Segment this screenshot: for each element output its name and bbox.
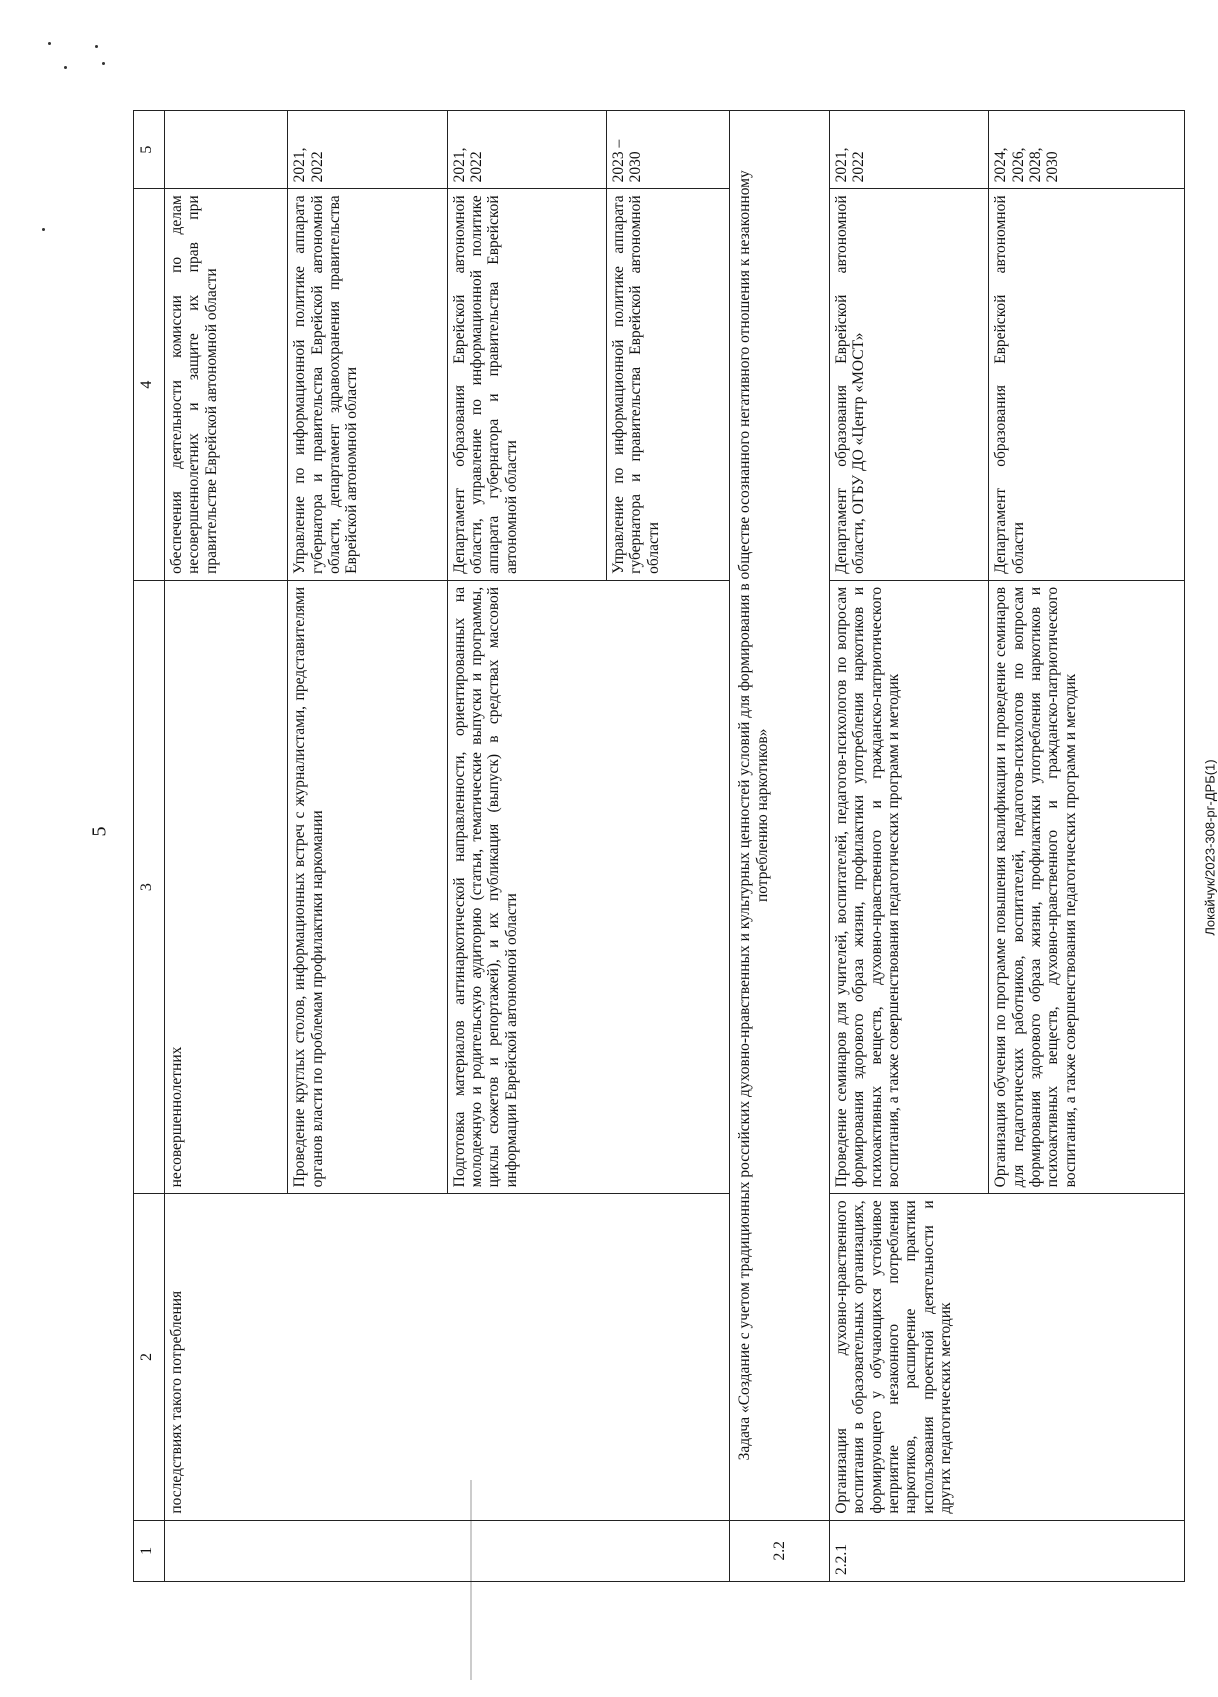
cell-col4: Департамент образования Еврейской автономной области bbox=[989, 189, 1185, 581]
scan-speck bbox=[42, 228, 45, 231]
page-number: 5 bbox=[88, 826, 111, 837]
cell-col5: 2021, 2022 bbox=[288, 111, 447, 189]
header-cell-2: 2 bbox=[134, 1194, 165, 1520]
scan-speck bbox=[48, 42, 51, 45]
scan-speck bbox=[102, 62, 105, 65]
header-cell-3: 3 bbox=[134, 580, 165, 1193]
cell-col5: 2024, 2026, 2028, 2030 bbox=[989, 111, 1185, 189]
cell-col5: 2023 – 2030 bbox=[607, 111, 730, 189]
cell-col3: Проведение круглых столов, информационных встреч с журналистами, представителями органов власти по проблемам профилактики наркомании bbox=[288, 580, 447, 1193]
task-number: 2.2 bbox=[730, 1520, 830, 1581]
cell-col2: последствиях такого потребления bbox=[165, 1194, 730, 1520]
cell-col4: Управление по информационной политике аппарата губернатора и правительства Еврейской автономной области, департамент здравоохранения правительства Еврейской автономной области bbox=[288, 189, 447, 581]
cell-col4: Управление по информационной политике аппарата губернатора и правительства Еврейской автономной области bbox=[607, 189, 730, 581]
header-cell-5: 5 bbox=[134, 111, 165, 189]
cell-col3: Проведение семинаров для учителей, воспитателей, педагогов-психологов по вопросам формирования здорового образа жизни, профилактики употребления наркотиков и психоактивных веществ, духовно-нравственного и гражданско-патриотического воспитания, а также совершенствования педагогических программ и методик bbox=[829, 580, 988, 1193]
cell-col3: Подготовка материалов антинаркотической направленности, ориентированных на молодежную и родительскую аудиторию (статьи, тематические выпуски и программы, циклы сюжетов и репортажей), и их публикация (выпуск) в средствах массовой информации Еврейской автономной области bbox=[447, 580, 730, 1193]
cell-col4: обеспечения деятельности комиссии по делам несовершеннолетних и защите их прав при правительстве Еврейской автономной области bbox=[165, 189, 288, 581]
scan-speck bbox=[64, 66, 67, 69]
document-code: Локайчук/2023-308-рг-ДРБ(1) bbox=[1202, 759, 1218, 936]
cell-col1 bbox=[165, 1520, 730, 1581]
item-number: 2.2.1 bbox=[829, 1520, 1184, 1581]
cell-col2: Организация духовно-нравственного воспитания в образовательных организациях, формирующего у обучающихся устойчивое неприятие незаконного потребления наркотиков, расширение практики использования проектной деятельности и других педагогических методик bbox=[829, 1194, 1184, 1520]
table-row bbox=[829, 111, 988, 1582]
cell-col3: несовершеннолетних bbox=[165, 580, 288, 1193]
header-row bbox=[134, 111, 165, 1582]
rotated-table-container bbox=[133, 110, 1185, 1582]
cell-col3: Организация обучения по программе повышения квалификации и проведение семинаров для педагогических работников, воспитателей, педагогов-психологов по вопросам формирования здорового образа жизни, профилактики употребления наркотиков и психоактивных веществ, духовно-нравственного и гражданско-патриотического воспитания, а также совершенствования педагогических программ и методик bbox=[989, 580, 1185, 1193]
task-row bbox=[730, 111, 830, 1582]
cell-col4: Департамент образования Еврейской автономной области, управление по информационной политике аппарата губернатора и правительства Еврейской автономной области bbox=[447, 189, 606, 581]
header-cell-1: 1 bbox=[134, 1520, 165, 1581]
program-table bbox=[133, 110, 1185, 1582]
cell-col5: 2021, 2022 bbox=[829, 111, 988, 189]
cell-col5 bbox=[165, 111, 288, 189]
task-title: Задача «Создание с учетом традиционных российских духовно-нравственных и культурных ценностей условий для формирования в обществе осознанного негативного отношения к незаконному потреблению наркотиков» bbox=[730, 111, 830, 1521]
table-row bbox=[165, 111, 288, 1582]
cell-col5: 2021, 2022 bbox=[447, 111, 606, 189]
cell-col4: Департамент образования Еврейской автономной области, ОГБУ ДО «Центр «МОСТ» bbox=[829, 189, 988, 581]
header-cell-4: 4 bbox=[134, 189, 165, 581]
scan-speck bbox=[95, 45, 98, 48]
